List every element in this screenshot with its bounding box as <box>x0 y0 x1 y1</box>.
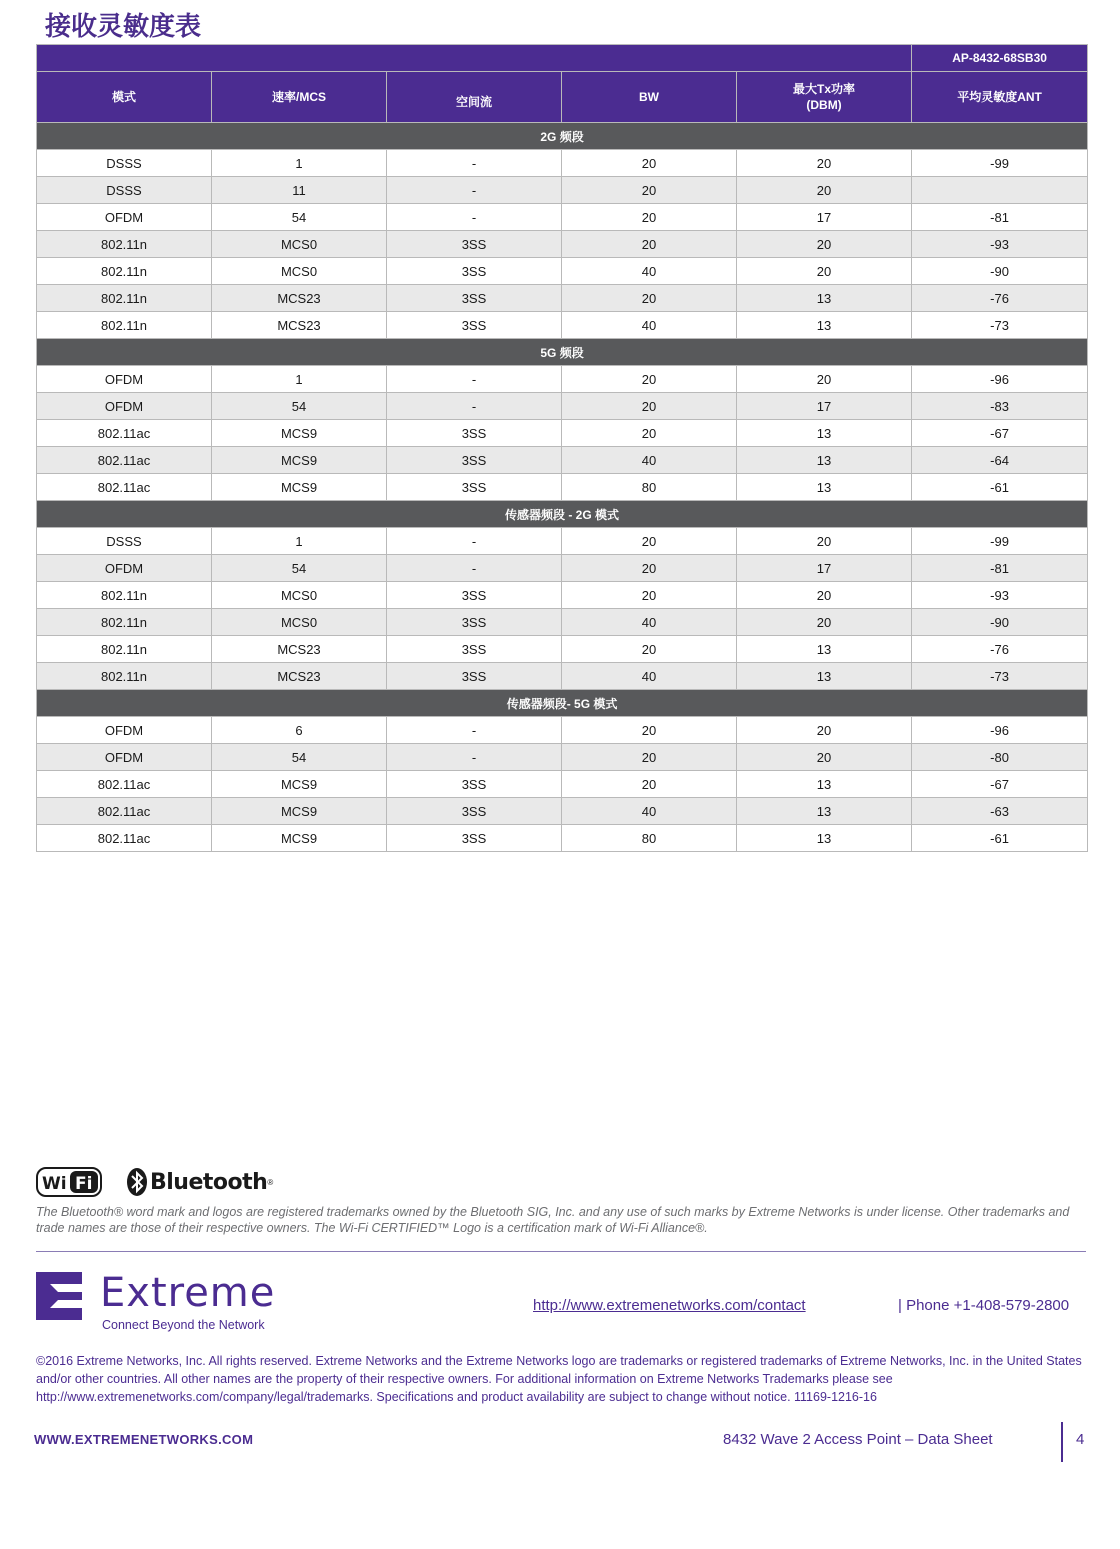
table-cell: 3SS <box>387 312 562 339</box>
extreme-mark-icon <box>36 1272 82 1320</box>
table-cell: MCS9 <box>212 474 387 501</box>
section-header-row <box>37 339 1088 366</box>
table-cell: 13 <box>737 798 912 825</box>
bluetooth-rune-icon <box>126 1167 148 1197</box>
table-cell: 3SS <box>387 420 562 447</box>
section-label: 5G 频段 <box>37 339 1088 366</box>
table-cell: 20 <box>737 177 912 204</box>
col-header-streams-label: 空间流 <box>455 95 492 109</box>
table-cell: DSSS <box>37 177 212 204</box>
table-cell: 20 <box>562 177 737 204</box>
footer-separator <box>1061 1422 1063 1462</box>
table-cell <box>912 177 1088 204</box>
table-cell: 802.11ac <box>37 825 212 852</box>
table-cell: - <box>387 528 562 555</box>
table-cell: - <box>387 204 562 231</box>
table-cell: 17 <box>737 393 912 420</box>
table-row <box>37 528 1088 555</box>
table-cell: 802.11n <box>37 609 212 636</box>
table-cell: - <box>387 393 562 420</box>
phone-number: | Phone +1-408-579-2800 <box>898 1297 1070 1314</box>
table-cell: OFDM <box>37 204 212 231</box>
table-cell: 3SS <box>387 663 562 690</box>
table-cell: 13 <box>737 420 912 447</box>
table-row <box>37 204 1088 231</box>
table-cell: 13 <box>737 474 912 501</box>
footer-doc-title: 8432 Wave 2 Access Point – Data Sheet <box>723 1431 993 1448</box>
table-cell: -61 <box>912 825 1088 852</box>
table-cell: OFDM <box>37 555 212 582</box>
table-cell: 20 <box>737 744 912 771</box>
table-cell: 40 <box>562 312 737 339</box>
table-cell: 20 <box>562 366 737 393</box>
table-row <box>37 177 1088 204</box>
table-cell: -73 <box>912 663 1088 690</box>
table-cell: 3SS <box>387 825 562 852</box>
col-header-sensitivity: 平均灵敏度ANT <box>912 72 1088 123</box>
footer-website-link[interactable]: WWW.EXTREMENETWORKS.COM <box>34 1432 254 1447</box>
model-header: AP-8432-68SB30 <box>912 45 1088 72</box>
table-cell: 20 <box>562 771 737 798</box>
table-cell: 54 <box>212 393 387 420</box>
table-cell: MCS23 <box>212 312 387 339</box>
table-cell: -76 <box>912 636 1088 663</box>
col-header-streams <box>387 72 562 123</box>
col-header-tx-label: 最大Tx功率 <box>793 82 856 96</box>
table-row <box>37 231 1088 258</box>
table-row <box>37 609 1088 636</box>
table-cell: - <box>387 744 562 771</box>
table-cell: 20 <box>562 636 737 663</box>
table-cell: -99 <box>912 150 1088 177</box>
bluetooth-wordmark: Bluetooth <box>150 1169 268 1195</box>
table-cell: 20 <box>737 231 912 258</box>
table-cell: 13 <box>737 447 912 474</box>
copyright-notice: ©2016 Extreme Networks, Inc. All rights reserved. Extreme Networks and the Extreme Networks logo are trademarks or registered trademarks of Extreme Networks, Inc. in the United States and/or other countries. All other names are the property of their respective owners. For additional information on Extreme Networks Trademarks please see http://www.extremenetworks.com/company/legal/trademarks. Specifications and product availability are subject to change without notice. 11169-1216-16 <box>36 1354 1082 1404</box>
table-row <box>37 474 1088 501</box>
table-cell: -96 <box>912 717 1088 744</box>
table-cell: 802.11n <box>37 582 212 609</box>
table-cell: -90 <box>912 258 1088 285</box>
table-cell: 20 <box>562 231 737 258</box>
table-cell: 3SS <box>387 285 562 312</box>
table-cell: 3SS <box>387 636 562 663</box>
table-row <box>37 744 1088 771</box>
table-cell: -67 <box>912 771 1088 798</box>
table-cell: MCS9 <box>212 771 387 798</box>
table-cell: 20 <box>737 609 912 636</box>
table-cell: 13 <box>737 771 912 798</box>
col-header-bw: BW <box>562 72 737 123</box>
table-cell: 80 <box>562 825 737 852</box>
table-cell: 20 <box>562 744 737 771</box>
table-cell: 3SS <box>387 474 562 501</box>
table-cell: 802.11n <box>37 258 212 285</box>
table-cell: OFDM <box>37 717 212 744</box>
table-cell: -93 <box>912 231 1088 258</box>
svg-text:Wi: Wi <box>42 1174 67 1194</box>
table-cell: 802.11n <box>37 663 212 690</box>
table-cell: 20 <box>737 150 912 177</box>
table-cell: -90 <box>912 609 1088 636</box>
sensitivity-table <box>36 44 1088 852</box>
col-header-rate: 速率/MCS <box>212 72 387 123</box>
table-cell: -76 <box>912 285 1088 312</box>
table-cell: 13 <box>737 636 912 663</box>
table-cell: DSSS <box>37 150 212 177</box>
table-cell: MCS0 <box>212 231 387 258</box>
table-cell: - <box>387 555 562 582</box>
brand-tagline: Connect Beyond the Network <box>102 1318 265 1332</box>
table-row <box>37 420 1088 447</box>
page-number: 4 <box>1076 1431 1085 1448</box>
table-cell: 802.11ac <box>37 798 212 825</box>
table-cell: 3SS <box>387 798 562 825</box>
table-cell: 20 <box>562 555 737 582</box>
table-cell: MCS0 <box>212 609 387 636</box>
table-cell: MCS23 <box>212 663 387 690</box>
table-cell: 20 <box>562 420 737 447</box>
table-row <box>37 393 1088 420</box>
table-row <box>37 582 1088 609</box>
table-row <box>37 366 1088 393</box>
table-cell: 40 <box>562 663 737 690</box>
table-cell: -80 <box>912 744 1088 771</box>
table-row <box>37 663 1088 690</box>
table-cell: 20 <box>737 366 912 393</box>
section-label: 传感器频段 - 2G 模式 <box>37 501 1088 528</box>
table-cell: MCS9 <box>212 825 387 852</box>
table-cell: 17 <box>737 204 912 231</box>
wifi-logo <box>36 1167 102 1197</box>
table-cell: 40 <box>562 798 737 825</box>
table-row <box>37 447 1088 474</box>
col-header-tx-power <box>737 72 912 123</box>
bluetooth-logo <box>126 1165 273 1199</box>
table-cell: 20 <box>562 285 737 312</box>
table-cell: 3SS <box>387 771 562 798</box>
extreme-logo <box>36 1270 296 1334</box>
section-label: 2G 频段 <box>37 123 1088 150</box>
table-cell: - <box>387 150 562 177</box>
table-model-header-row <box>37 45 1088 72</box>
table-row <box>37 555 1088 582</box>
table-column-header-row <box>37 72 1088 123</box>
table-row <box>37 771 1088 798</box>
table-row <box>37 258 1088 285</box>
table-cell: 20 <box>737 582 912 609</box>
svg-text:Fi: Fi <box>75 1174 93 1194</box>
brand-name: Extreme <box>100 1270 276 1316</box>
table-cell: 1 <box>212 528 387 555</box>
table-cell: 1 <box>212 366 387 393</box>
col-header-tx-unit: (DBM) <box>806 98 842 112</box>
table-cell: MCS0 <box>212 582 387 609</box>
table-cell: OFDM <box>37 744 212 771</box>
table-cell: -73 <box>912 312 1088 339</box>
table-cell: 40 <box>562 258 737 285</box>
contact-link[interactable]: http://www.extremenetworks.com/contact <box>533 1297 806 1314</box>
table-cell: 20 <box>737 528 912 555</box>
table-cell: 20 <box>562 582 737 609</box>
table-cell: 802.11ac <box>37 771 212 798</box>
table-cell: -96 <box>912 366 1088 393</box>
table-body <box>37 123 1088 852</box>
table-cell: - <box>387 717 562 744</box>
table-cell: 3SS <box>387 258 562 285</box>
table-cell: -93 <box>912 582 1088 609</box>
table-cell: 802.11n <box>37 231 212 258</box>
table-cell: 13 <box>737 825 912 852</box>
table-cell: 802.11n <box>37 636 212 663</box>
table-cell: 802.11ac <box>37 447 212 474</box>
table-cell: 54 <box>212 555 387 582</box>
section-header-row <box>37 501 1088 528</box>
table-cell: - <box>387 366 562 393</box>
table-row <box>37 825 1088 852</box>
table-cell: MCS23 <box>212 285 387 312</box>
table-cell: 13 <box>737 312 912 339</box>
table-cell: 54 <box>212 744 387 771</box>
table-cell: 20 <box>562 717 737 744</box>
table-row <box>37 285 1088 312</box>
table-row <box>37 798 1088 825</box>
table-cell: -83 <box>912 393 1088 420</box>
bluetooth-registered-mark: ® <box>267 1177 274 1187</box>
table-cell: 3SS <box>387 582 562 609</box>
table-cell: 802.11n <box>37 285 212 312</box>
table-cell: 802.11n <box>37 312 212 339</box>
table-cell: 20 <box>562 528 737 555</box>
table-cell: 13 <box>737 663 912 690</box>
table-row <box>37 150 1088 177</box>
table-cell: -67 <box>912 420 1088 447</box>
page-title: 接收灵敏度表 <box>45 12 202 42</box>
col-header-mode: 模式 <box>37 72 212 123</box>
table-cell: 20 <box>562 393 737 420</box>
table-cell: -81 <box>912 555 1088 582</box>
table-cell: - <box>387 177 562 204</box>
table-cell: 20 <box>562 150 737 177</box>
table-cell: MCS9 <box>212 798 387 825</box>
table-cell: 54 <box>212 204 387 231</box>
table-cell: 3SS <box>387 231 562 258</box>
trademark-notice: The Bluetooth® word mark and logos are registered trademarks owned by the Bluetooth SIG, Inc. and any use of such marks by Extreme Networks is under license. Other trademarks and trade names are those of their respective owners. The Wi-Fi CERTIFIED™ Logo is a certification mark of Wi-Fi Alliance®. <box>36 1205 1070 1235</box>
table-row <box>37 717 1088 744</box>
table-cell: 11 <box>212 177 387 204</box>
table-cell: OFDM <box>37 366 212 393</box>
table-cell: 802.11ac <box>37 420 212 447</box>
section-label: 传感器频段- 5G 模式 <box>37 690 1088 717</box>
table-cell: 802.11ac <box>37 474 212 501</box>
table-cell: 1 <box>212 150 387 177</box>
table-cell: MCS0 <box>212 258 387 285</box>
table-cell: -61 <box>912 474 1088 501</box>
table-cell: 20 <box>737 717 912 744</box>
table-row <box>37 312 1088 339</box>
table-cell: MCS23 <box>212 636 387 663</box>
header-spacer <box>37 45 912 72</box>
table-cell: -63 <box>912 798 1088 825</box>
table-cell: 3SS <box>387 447 562 474</box>
table-cell: 40 <box>562 609 737 636</box>
table-cell: -64 <box>912 447 1088 474</box>
table-cell: 6 <box>212 717 387 744</box>
table-cell: 3SS <box>387 609 562 636</box>
table-row <box>37 636 1088 663</box>
table-cell: 20 <box>562 204 737 231</box>
table-cell: MCS9 <box>212 420 387 447</box>
table-cell: -81 <box>912 204 1088 231</box>
table-cell: 13 <box>737 285 912 312</box>
section-header-row <box>37 690 1088 717</box>
table-cell: DSSS <box>37 528 212 555</box>
section-header-row <box>37 123 1088 150</box>
table-cell: 40 <box>562 447 737 474</box>
footer-divider <box>36 1251 1086 1252</box>
table-cell: OFDM <box>37 393 212 420</box>
table-cell: -99 <box>912 528 1088 555</box>
table-cell: 17 <box>737 555 912 582</box>
table-cell: MCS9 <box>212 447 387 474</box>
table-cell: 20 <box>737 258 912 285</box>
table-cell: 80 <box>562 474 737 501</box>
